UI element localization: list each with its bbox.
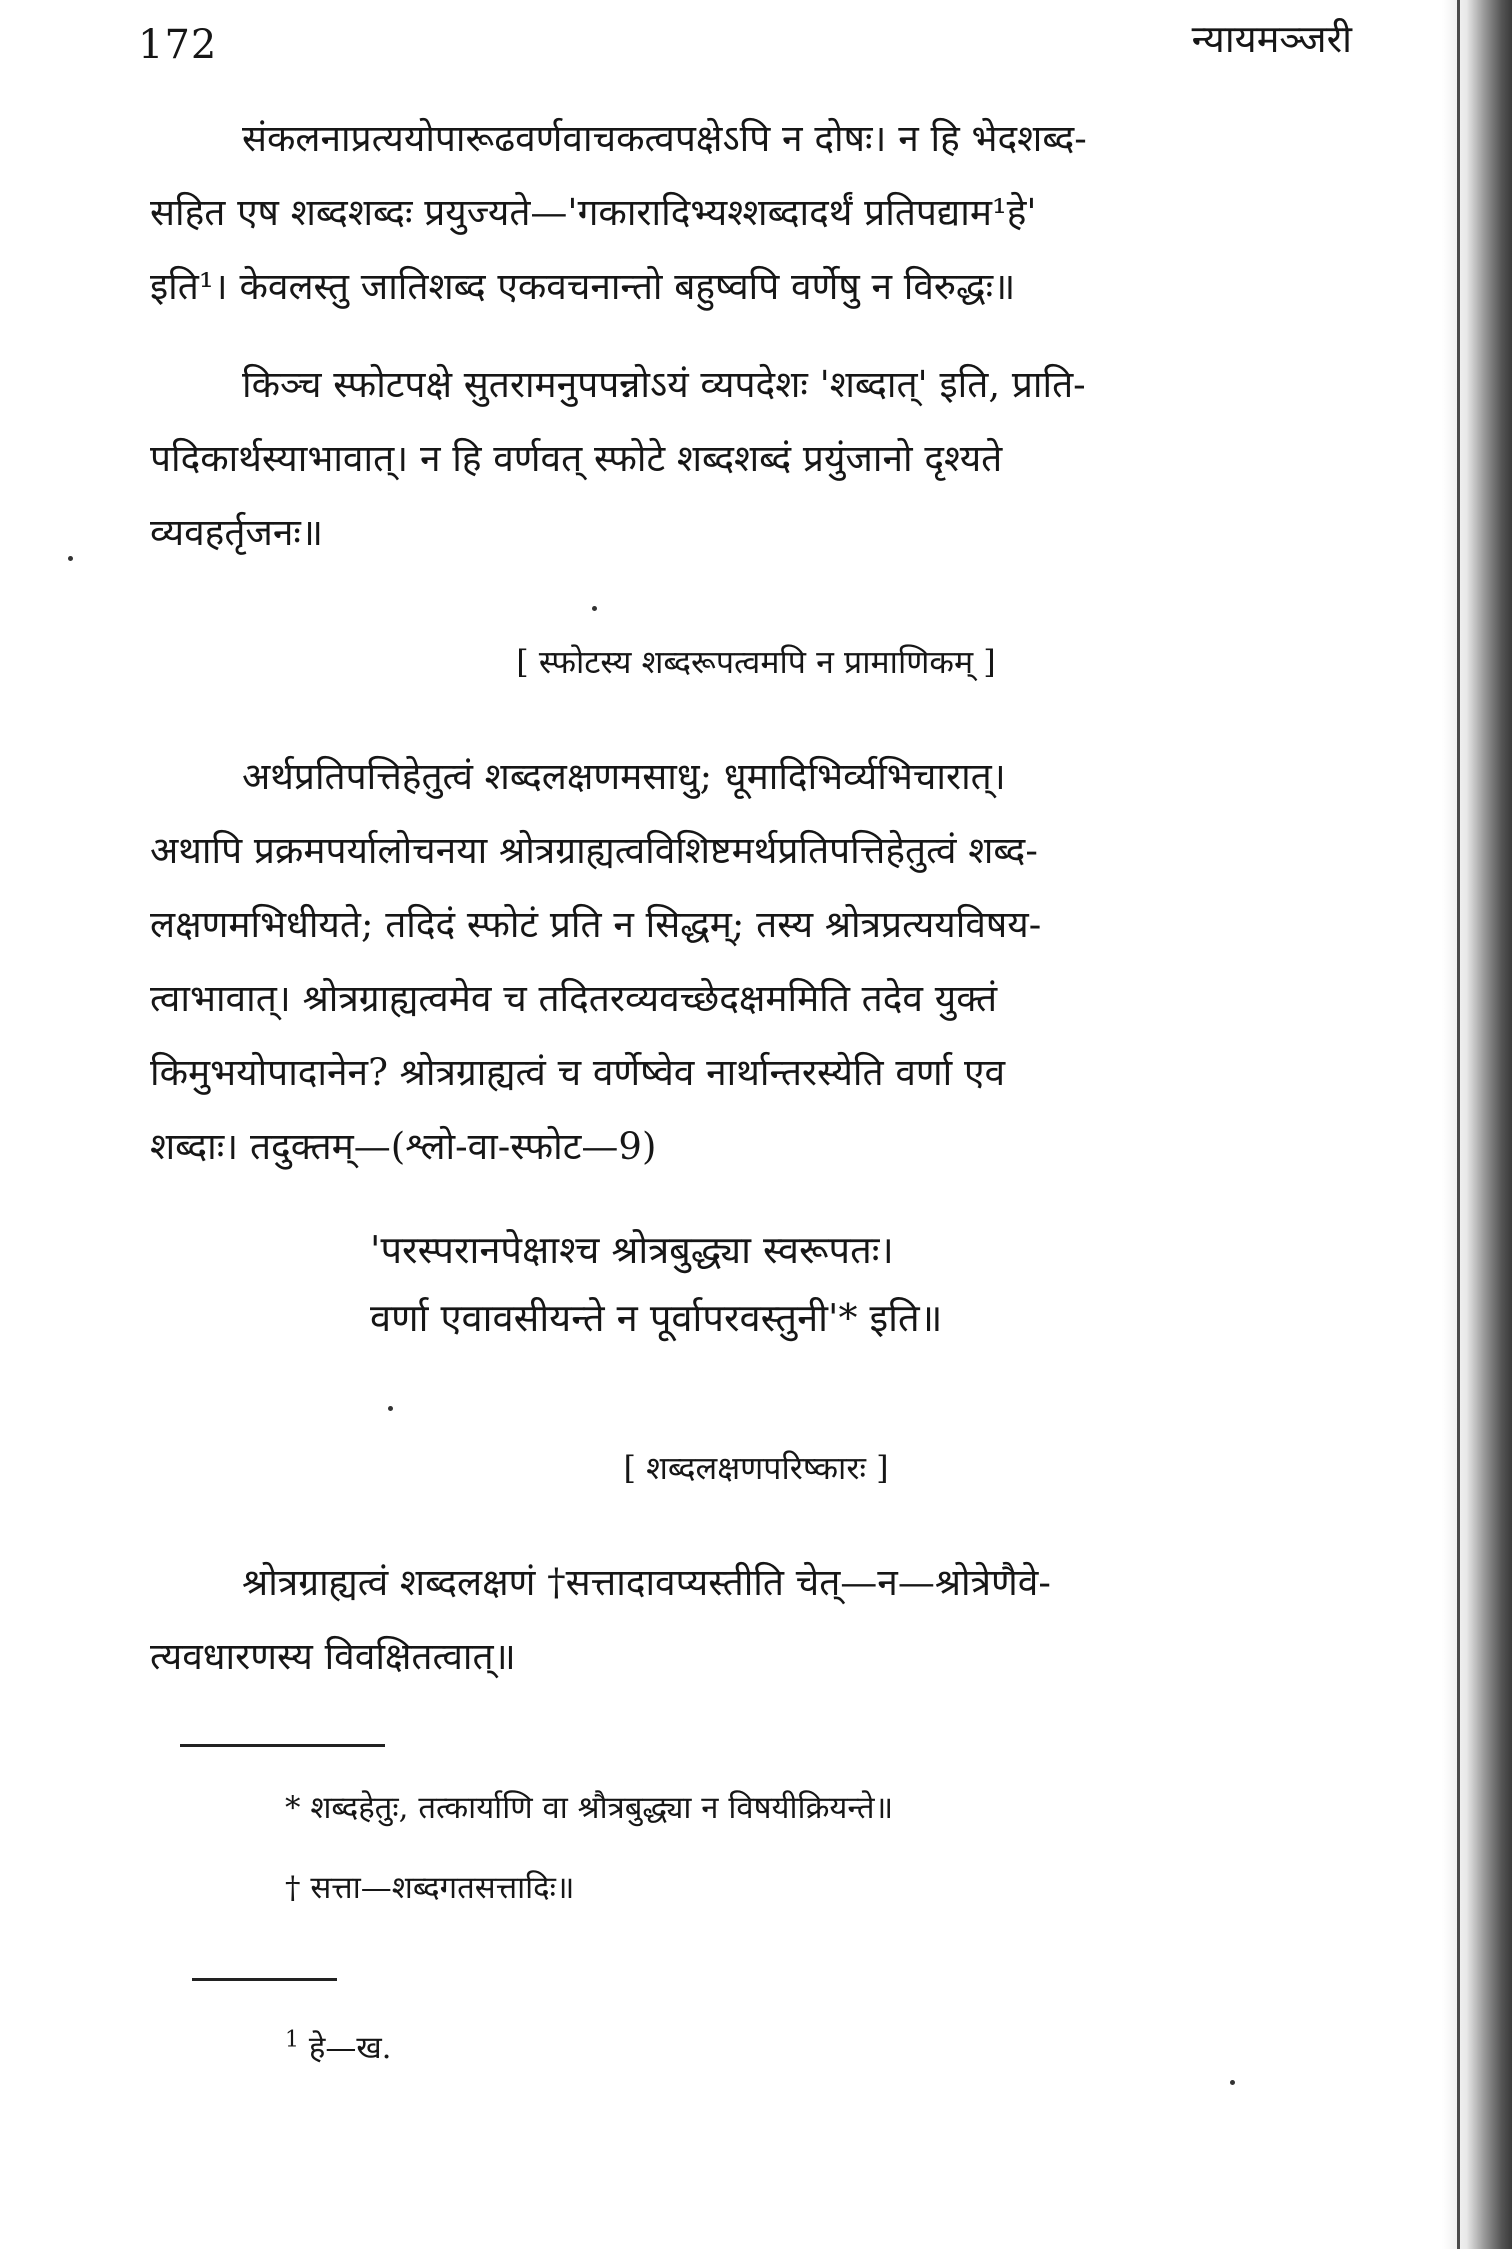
paragraph-2-line-2: पदिकार्थस्याभावात्। न हि वर्णवत् स्फोटे शब्दशब्दं प्रयुंजानो दृश्यते [150, 437, 1003, 480]
footnote-variant [285, 2026, 392, 2068]
footnote-rule-1 [180, 1744, 385, 1747]
footnote-dagger: † सत्ता—शब्दगतसत्तादिः॥ [285, 1870, 575, 1906]
paragraph-1-line-3: इति¹। केवलस्तु जातिशब्द एकवचनान्तो बहुष्वपि वर्णेषु न विरुद्धः॥ [150, 265, 1016, 308]
scan-speck [388, 1406, 393, 1411]
paragraph-3-line-4: त्वाभावात्। श्रोत्रग्राह्यत्वमेव च तदितरव्यवच्छेदक्षममिति तदेव युक्तं [150, 977, 998, 1020]
paragraph-2-line-1: किञ्च स्फोटपक्षे सुतरामनुपपन्नोऽयं व्यपदेशः 'शब्दात्' इति, प्राति- [242, 363, 1086, 406]
paragraph-2 [150, 348, 1362, 570]
paragraph-3 [150, 740, 1362, 1184]
paragraph-3-line-2: अथापि प्रक्रमपर्यालोचनया श्रोत्रग्राह्यत्वविशिष्टमर्थप्रतिपत्तिहेतुत्वं शब्द- [150, 829, 1038, 872]
footnote-rule-2 [192, 1978, 337, 1981]
scan-speck [68, 556, 73, 561]
page-edge-shadow [1442, 0, 1512, 2249]
running-title: न्यायमञ्जरी [1191, 17, 1352, 61]
paragraph-1 [150, 102, 1362, 324]
paragraph-1-line-1: संकलनाप्रत्ययोपारूढवर्णवाचकत्वपक्षेऽपि न दोषः। न हि भेदशब्द- [242, 117, 1087, 160]
section-heading-sphota: [ स्फोटस्य शब्दरूपत्वमपि न प्रामाणिकम् ] [516, 643, 996, 681]
paragraph-3-line-3: लक्षणमभिधीयते; तदिदं स्फोटं प्रति न सिद्धम्; तस्य श्रोत्रप्रत्ययविषय- [150, 903, 1042, 946]
section-heading-definition: [ शब्दलक्षणपरिष्कारः ] [623, 1449, 889, 1487]
scan-speck [592, 606, 597, 611]
verse-line-1: 'परस्परानपेक्षाश्च श्रोत्रबुद्ध्या स्वरूपतः। [370, 1228, 894, 1272]
page-edge-line [1457, 0, 1460, 2249]
paragraph-3-line-5: किमुभयोपादानेन? श्रोत्रग्राह्यत्वं च वर्णेष्वेव नार्थान्तरस्येति वर्णा एव [150, 1051, 1006, 1094]
verse-line-2: वर्णा एवावसीयन्ते न पूर्वापरवस्तुनी'* इति॥ [370, 1296, 943, 1340]
paragraph-1-line-2: सहित एष शब्दशब्दः प्रयुज्यते—'गकारादिभ्यश्शब्दादर्थं प्रतिपद्याम¹हे' [150, 191, 1037, 234]
footnote-star: * शब्दहेतुः, तत्कार्याणि वा श्रौत्रबुद्ध्या न विषयीक्रियन्ते॥ [285, 1790, 894, 1826]
paragraph-4 [150, 1546, 1362, 1694]
paragraph-4-line-2: त्यवधारणस्य विवक्षितत्वात्॥ [150, 1635, 516, 1678]
paragraph-2-line-3: व्यवहर्तृजनः॥ [150, 511, 324, 554]
paragraph-3-line-1: अर्थप्रतिपत्तिहेतुत्वं शब्दलक्षणमसाधु; धूमादिभिर्व्यभिचारात्। [242, 755, 1006, 798]
footnote-variant-text: हे—ख. [308, 2030, 392, 2066]
page-number: 172 [138, 22, 218, 68]
footnote-marker: 1 [285, 2027, 299, 2053]
paragraph-3-line-6: शब्दाः। तदुक्तम्—(श्लो-वा-स्फोट—9) [150, 1125, 657, 1168]
verse-quotation [370, 1216, 942, 1352]
scan-speck [1230, 2080, 1235, 2085]
paragraph-4-line-1: श्रोत्रग्राह्यत्वं शब्दलक्षणं †सत्तादावप्यस्तीति चेत्—न—श्रोत्रेणैवे- [242, 1561, 1051, 1604]
